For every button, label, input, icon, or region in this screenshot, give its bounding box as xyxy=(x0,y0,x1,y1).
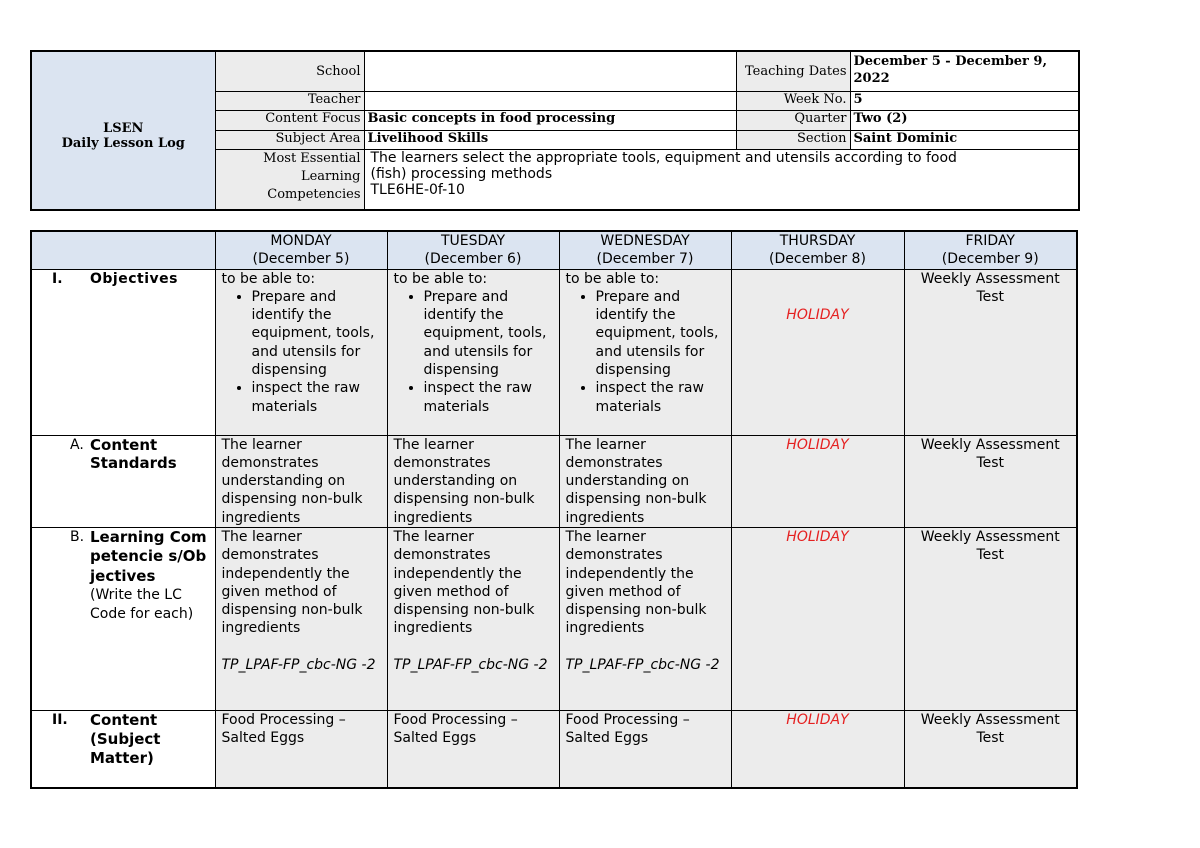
objective-bullet: • inspect the raw materials xyxy=(596,379,725,416)
row-head-content-standards xyxy=(31,435,215,527)
subsection-letter: A. xyxy=(70,436,84,453)
holiday-label: HOLIDAY xyxy=(786,306,849,323)
school-value xyxy=(364,51,736,91)
day-name: TUESDAY xyxy=(440,233,506,249)
competency-text: The learner demonstrates independently the given method of dispensing non-bulk ingredients xyxy=(565,528,707,637)
objectives-intro: to be able to: xyxy=(393,270,488,287)
content-focus-label: Content Focus xyxy=(215,111,364,131)
subject-area-value: Livelihood Skills xyxy=(364,130,736,150)
week-value: 5 xyxy=(850,91,1079,111)
school-label: School xyxy=(215,51,364,91)
mel-value-line1: The learners select the appropriate tools, equipment and utensils according to food xyxy=(370,150,957,167)
objective-bullet: • Prepare and identify the equipment, tools, and utensils for dispensing xyxy=(252,288,381,379)
header-table xyxy=(30,50,1080,211)
row-head-content xyxy=(31,710,215,788)
mel-label-line2: Learning xyxy=(300,169,361,185)
learning-competencies-monday xyxy=(215,527,387,710)
log-title-line1: LSEN xyxy=(103,120,144,136)
quarter-label: Quarter xyxy=(736,111,850,131)
row-note: (Write the LC Code for each) xyxy=(90,587,194,622)
mel-label xyxy=(215,150,364,210)
day-name: FRIDAY xyxy=(965,233,1015,249)
row-sublabel: (Subject Matter) xyxy=(90,729,161,767)
content-standards-monday: The learner demonstrates understanding on dispensing non-bulk ingredients xyxy=(215,435,387,527)
content-standards-wednesday: The learner demonstrates understanding on dispensing non-bulk ingredients xyxy=(559,435,731,527)
teacher-label: Teacher xyxy=(215,91,364,111)
row-label: Learning Competencie s/Objectives xyxy=(90,527,207,585)
competency-text: The learner demonstrates independently the given method of dispensing non-bulk ingredients xyxy=(221,528,363,637)
content-monday: Food Processing – Salted Eggs xyxy=(215,710,387,788)
objectives-intro: to be able to: xyxy=(565,270,660,287)
objectives-wednesday xyxy=(559,269,731,435)
mel-label-line1: Most Essential xyxy=(263,151,361,167)
section-number: I. xyxy=(52,270,63,287)
content-standards-tuesday: The learner demonstrates understanding on dispensing non-bulk ingredients xyxy=(387,435,559,527)
subject-area-label: Subject Area xyxy=(215,130,364,150)
corner-header xyxy=(31,231,215,269)
learning-competencies-tuesday xyxy=(387,527,559,710)
section-value: Saint Dominic xyxy=(850,130,1079,150)
objectives-friday: Weekly Assessment Test xyxy=(904,269,1077,435)
week-label: Week No. xyxy=(736,91,850,111)
day-header-thursday xyxy=(731,231,904,269)
row-label: Content Standards xyxy=(90,435,177,472)
daily-lesson-table xyxy=(30,230,1078,789)
quarter-value: Two (2) xyxy=(850,111,1079,131)
day-date: (December 5) xyxy=(252,251,350,267)
lc-code: TP_LPAF-FP_cbc-NG -2 xyxy=(221,656,376,673)
day-date: (December 7) xyxy=(596,251,694,267)
row-head-learning-competencies xyxy=(31,527,215,710)
day-name: WEDNESDAY xyxy=(600,233,690,249)
content-thursday: HOLIDAY xyxy=(731,710,904,788)
content-standards-friday: Weekly Assessment Test xyxy=(904,435,1077,527)
objectives-thursday xyxy=(731,269,904,435)
mel-value-line3: TLE6HE-0f-10 xyxy=(370,182,465,199)
content-wednesday: Food Processing – Salted Eggs xyxy=(559,710,731,788)
day-name: MONDAY xyxy=(270,233,332,249)
learning-competencies-thursday: HOLIDAY xyxy=(731,527,904,710)
row-label: Objectives xyxy=(90,270,178,287)
mel-label-line3: Competencies xyxy=(267,187,361,203)
row-head-objectives xyxy=(31,269,215,435)
objective-bullet: • Prepare and identify the equipment, tools, and utensils for dispensing xyxy=(596,288,725,379)
subsection-letter: B. xyxy=(70,528,85,545)
day-header-friday xyxy=(904,231,1077,269)
day-header-tuesday xyxy=(387,231,559,269)
lc-code: TP_LPAF-FP_cbc-NG -2 xyxy=(393,656,548,673)
section-number: II. xyxy=(52,711,68,728)
log-title-line2: Daily Lesson Log xyxy=(61,135,185,151)
objectives-tuesday xyxy=(387,269,559,435)
content-focus-value: Basic concepts in food processing xyxy=(364,111,736,131)
teacher-value xyxy=(364,91,736,111)
competency-text: The learner demonstrates independently the given method of dispensing non-bulk ingredients xyxy=(393,528,535,637)
learning-competencies-wednesday xyxy=(559,527,731,710)
mel-value xyxy=(364,150,1079,210)
day-header-wednesday xyxy=(559,231,731,269)
content-tuesday: Food Processing – Salted Eggs xyxy=(387,710,559,788)
day-header-monday xyxy=(215,231,387,269)
content-friday: Weekly Assessment Test xyxy=(904,710,1077,788)
lc-code: TP_LPAF-FP_cbc-NG -2 xyxy=(565,656,720,673)
day-date: (December 9) xyxy=(941,251,1039,267)
content-standards-thursday: HOLIDAY xyxy=(731,435,904,527)
log-title xyxy=(31,51,215,210)
objective-bullet: • inspect the raw materials xyxy=(252,379,381,416)
mel-value-line2: (fish) processing methods xyxy=(370,166,553,183)
objective-bullet: • inspect the raw materials xyxy=(424,379,553,416)
objective-bullet: • Prepare and identify the equipment, tools, and utensils for dispensing xyxy=(424,288,553,379)
day-date: (December 6) xyxy=(424,251,522,267)
objectives-monday xyxy=(215,269,387,435)
day-date: (December 8) xyxy=(769,251,866,267)
objectives-intro: to be able to: xyxy=(221,270,316,287)
teaching-dates-label: Teaching Dates xyxy=(736,51,850,91)
row-label: Content xyxy=(90,710,158,729)
teaching-dates-value: December 5 - December 9, 2022 xyxy=(850,51,1079,91)
section-label: Section xyxy=(736,130,850,150)
day-name: THURSDAY xyxy=(779,233,856,249)
learning-competencies-friday: Weekly Assessment Test xyxy=(904,527,1077,710)
